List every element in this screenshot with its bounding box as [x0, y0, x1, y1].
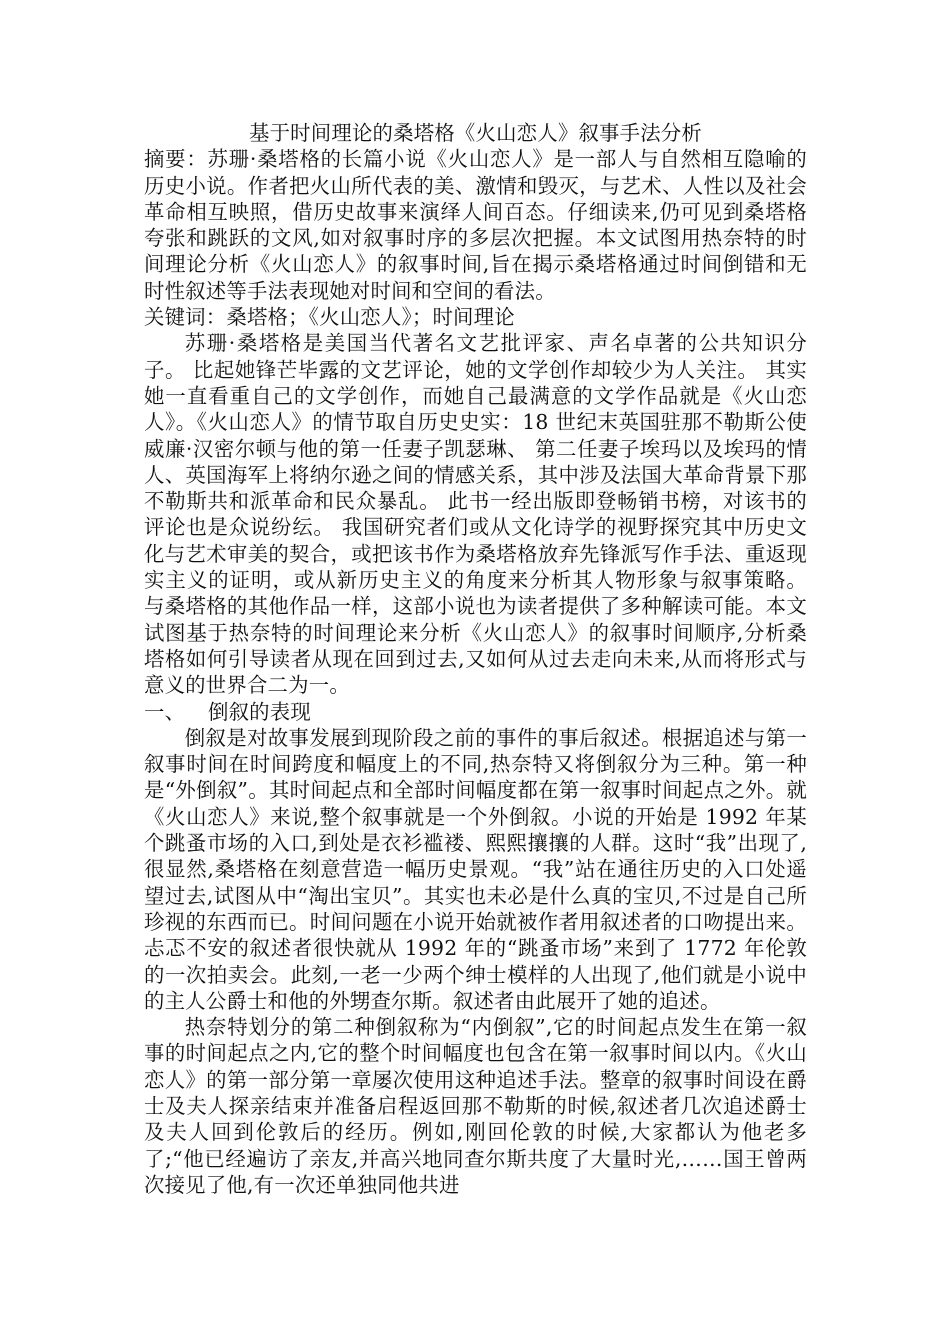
intro-paragraph: 苏珊·桑塔格是美国当代著名文艺批评家、声名卓著的公共知识分子。 比起她锋芒毕露的文艺评论，她的文学创作却较少为人关注。 其实她一直看重自己的文学创作，而她自己最满意的文学作品就是《火山恋人》。《火山恋人》的情节取自历史史实：18 世纪末英国驻那不勒斯公使威廉·汉密尔顿与他的第一任妻子凯瑟琳、 第二任妻子埃玛以及埃玛的情人、英国海军上将纳尔逊之间的情感关系，其中涉及法国大革命背景下那不勒斯共和派革命和民众暴乱。 此书一经出版即登畅销书榜，对该书的评论也是众说纷纭。 我国研究者们或从文化诗学的视野探究其中历史文化与艺术审美的契合，或把该书作为桑塔格放弃先锋派写作手法、重返现实主义的证明，或从新历史主义的角度来分析其人物形象与叙事策略。 与桑塔格的其他作品一样，这部小说也为读者提供了多种解读可能。本文试图基于热奈特的时间理论来分析《火山恋人》的叙事时间顺序,分析桑塔格如何引导读者从现在回到过去,又如何从过去走向未来,从而将形式与意义的世界合二为一。: [144, 331, 807, 698]
section-heading-text: 倒叙的表现: [208, 699, 311, 724]
document-title: 基于时间理论的桑塔格《火山恋人》叙事手法分析: [249, 121, 702, 145]
body-paragraph: 热奈特划分的第二种倒叙称为“内倒叙”,它的时间起点发生在第一叙事的时间起点之内,它的整个时间幅度也包含在第一叙事时间以内。《火山恋人》的第一部分第一章屡次使用这种追述手法。整章的叙事时间设在爵士及夫人探亲结束并准备启程返回那不勒斯的时候,叙述者几次追述爵士及夫人回到伦敦后的经历。例如,刚回伦敦的时候,大家都认为他老多了;“他已经遍访了亲友,并高兴地同查尔斯共度了大量时光,……国王曾两次接见了他,有一次还单独同他共进: [144, 1015, 807, 1197]
abstract-paragraph: 摘要：苏珊·桑塔格的长篇小说《火山恋人》是一部人与自然相互隐喻的历史小说。作者把火山所代表的美、激情和毁灭，与艺术、人性以及社会革命相互映照，借历史故事来演绎人间百态。仔细读来,仍可见到桑塔格夸张和跳跃的文风,如对叙事时序的多层次把握。本文试图用热奈特的时间理论分析《火山恋人》的叙事时间,旨在揭示桑塔格通过时间倒错和无时性叙述等手法表现她对时间和空间的看法。: [144, 147, 807, 303]
keywords-line: 关键词：桑塔格；《火山恋人》；时间理论: [144, 305, 515, 330]
section-number: 一、: [144, 699, 186, 724]
body-paragraph: 倒叙是对故事发展到现阶段之前的事件的事后叙述。根据追述与第一叙事时间在时间跨度和幅度上的不同,热奈特又将倒叙分为三种。第一种是“外倒叙”。其时间起点和全部时间幅度都在第一叙事时间起点之外。就《火山恋人》来说,整个叙事就是一个外倒叙。小说的开始是 1992 年某个跳蚤市场的入口,到处是衣衫褴褛、熙熙攘攘的人群。这时“我”出现了,很显然,桑塔格在刻意营造一幅历史景观。“我”站在通往历史的入口处遥望过去,试图从中“淘出宝贝”。其实也未必是什么真的宝贝,不过是自己所珍视的东西而已。时间问题在小说开始就被作者用叙述者的口吻提出来。忐忑不安的叙述者很快就从 1992 年的“跳蚤市场”来到了 1772 年伦敦的一次拍卖会。此刻,一老一少两个绅士模样的人出现了,他们就是小说中的主人公爵士和他的外甥查尔斯。叙述者由此展开了她的追述。: [144, 725, 807, 1013]
section-heading: [144, 699, 807, 725]
document-page: [144, 120, 807, 1198]
